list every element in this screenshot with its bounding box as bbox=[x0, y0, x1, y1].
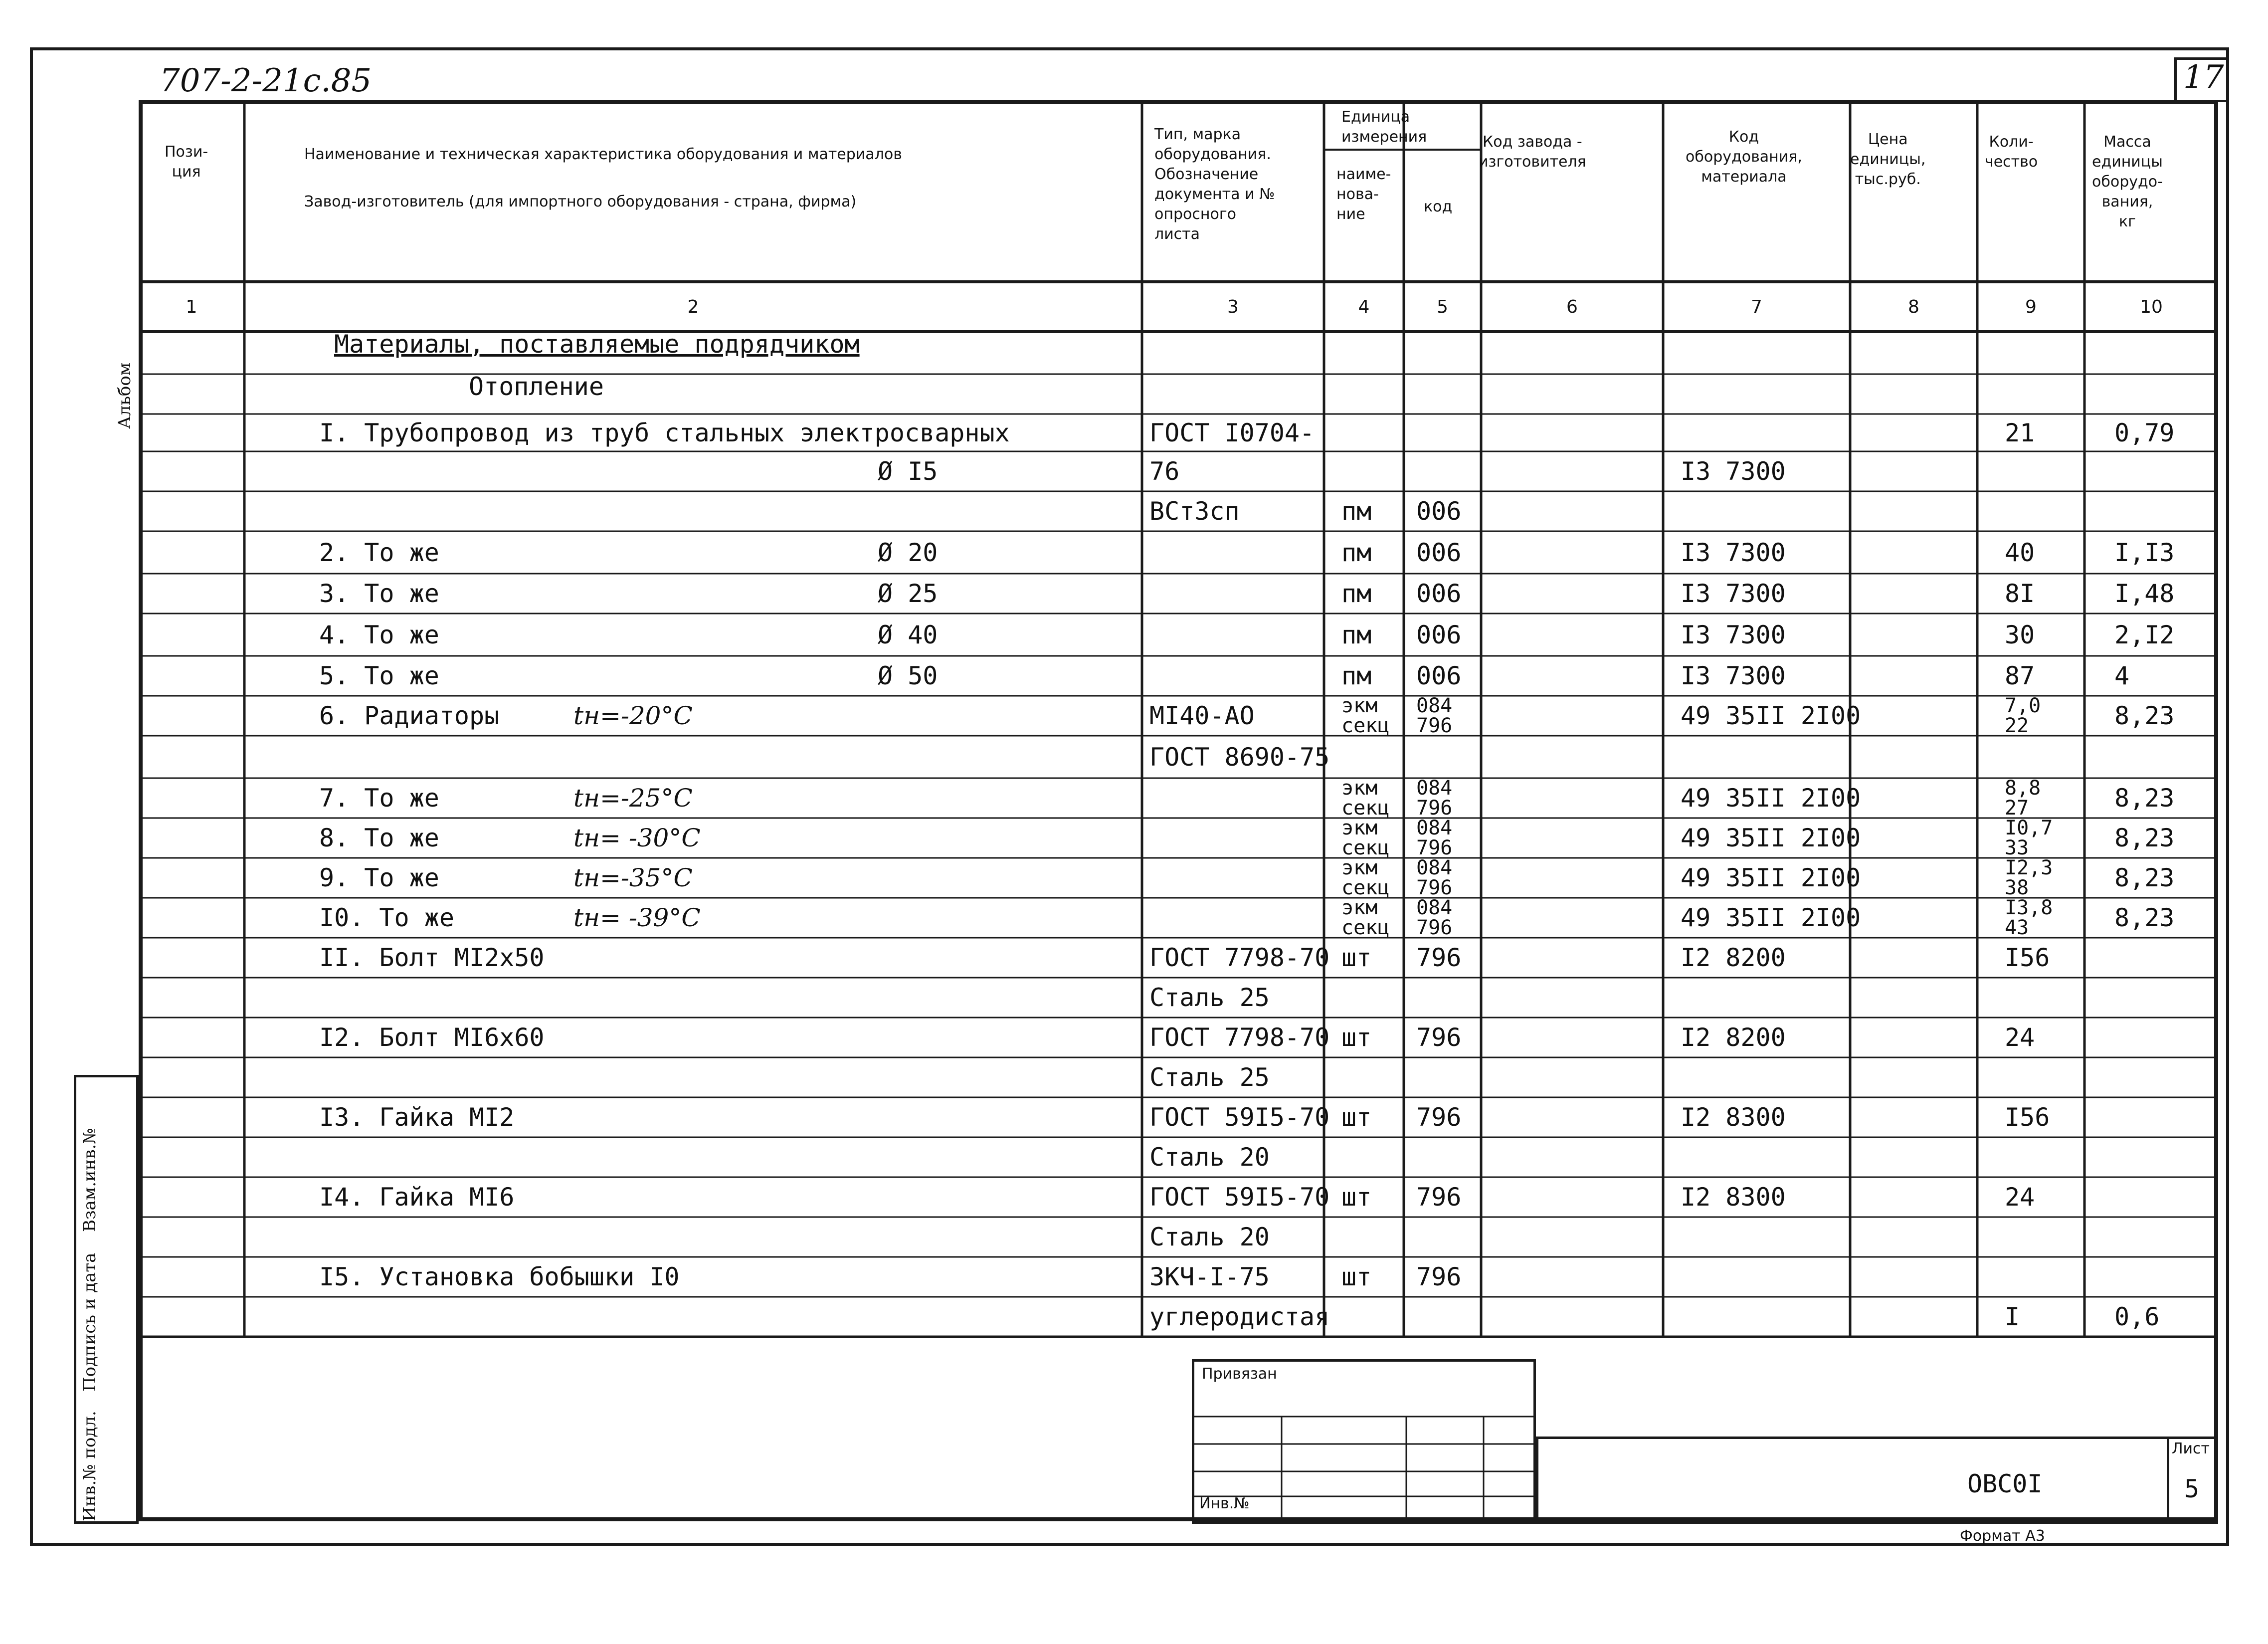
row-type: ГОСТ 7798-70 bbox=[1149, 1023, 1330, 1052]
row-name: I4. Гайка МI6 bbox=[319, 1183, 515, 1212]
header-plant-code: Код завода - изготовителя bbox=[1479, 133, 1586, 171]
row-temperature: tн=-35°C bbox=[573, 863, 693, 892]
header-unit-code: код bbox=[1424, 198, 1453, 215]
row-unit-code: 796 bbox=[1416, 943, 1462, 972]
margin-field-signature: Подпись и дата bbox=[80, 1252, 100, 1392]
row-quantity: I bbox=[2005, 1302, 2020, 1331]
margin-field-inventory: Инв.№ подл. bbox=[80, 1411, 100, 1521]
row-unit-code: 796 bbox=[1416, 1103, 1462, 1132]
format-note: Формат А3 bbox=[1960, 1527, 2045, 1545]
row-material-code: I2 8200 bbox=[1681, 1023, 1786, 1052]
column-number: 5 bbox=[1437, 297, 1448, 317]
row-unit-code: 796 bbox=[1416, 1023, 1462, 1052]
row-temperature: tн= -39°C bbox=[573, 903, 701, 932]
row-mass: 8,23 bbox=[2114, 903, 2175, 932]
row-unit-code: 084 796 bbox=[1416, 896, 1453, 939]
row-type: МI40-АО bbox=[1149, 701, 1255, 730]
subsection-title: Отопление bbox=[469, 372, 604, 401]
row-mass: I,I3 bbox=[2114, 538, 2175, 567]
row-material-code: 49 35II 2I00 bbox=[1681, 823, 1861, 852]
row-material-code: 49 35II 2I00 bbox=[1681, 863, 1861, 892]
row-material-code: I3 7300 bbox=[1681, 579, 1786, 608]
stamp-sheet-number: 5 bbox=[2184, 1474, 2200, 1503]
row-name: I. Трубопровод из труб стальных электросварных bbox=[319, 418, 1010, 447]
header-mass: Масса единицы оборудо- вания, кг bbox=[2092, 133, 2163, 230]
header-type: Тип, марка оборудования. Обозначение документа и № опросного листа bbox=[1154, 126, 1275, 243]
row-name: 8. То же bbox=[319, 823, 439, 852]
column-number: 1 bbox=[186, 297, 197, 317]
row-unit-name: пм bbox=[1341, 538, 1372, 567]
row-type: Сталь 25 bbox=[1149, 983, 1270, 1012]
row-type: ГОСТ 8690-75 bbox=[1149, 742, 1330, 772]
row-diameter: Ø 40 bbox=[878, 620, 938, 649]
row-type: ГОСТ 59I5-70 bbox=[1149, 1103, 1330, 1132]
row-diameter: Ø 50 bbox=[878, 661, 938, 690]
row-name: 2. То же bbox=[319, 538, 439, 567]
row-unit-code: 796 bbox=[1416, 1262, 1462, 1291]
row-temperature: tн= -30°C bbox=[573, 823, 701, 852]
row-material-code: 49 35II 2I00 bbox=[1681, 784, 1861, 813]
row-quantity: 30 bbox=[2005, 620, 2035, 649]
row-mass: 0,79 bbox=[2114, 418, 2175, 447]
row-material-code: 49 35II 2I00 bbox=[1681, 903, 1861, 932]
row-unit-name: шт bbox=[1341, 943, 1372, 972]
row-name: I3. Гайка МI2 bbox=[319, 1103, 515, 1132]
row-unit-code: 006 bbox=[1416, 538, 1462, 567]
row-type: ГОСТ 59I5-70 bbox=[1149, 1183, 1330, 1212]
row-material-code: 49 35II 2I00 bbox=[1681, 701, 1861, 730]
row-unit-code: 084 796 bbox=[1416, 817, 1453, 859]
row-name: 7. То же bbox=[319, 784, 439, 813]
row-material-code: I3 7300 bbox=[1681, 661, 1786, 690]
row-quantity: I3,8 43 bbox=[2005, 896, 2053, 939]
row-name: 3. То же bbox=[319, 579, 439, 608]
row-quantity: 24 bbox=[2005, 1183, 2035, 1212]
row-mass: 8,23 bbox=[2114, 701, 2175, 730]
row-mass: 8,23 bbox=[2114, 863, 2175, 892]
row-name: 4. То же bbox=[319, 620, 439, 649]
row-quantity: I2,3 38 bbox=[2005, 856, 2053, 899]
row-type: углеродистая bbox=[1149, 1302, 1330, 1331]
row-type: ЗКЧ-I-75 bbox=[1149, 1262, 1270, 1291]
row-material-code: I3 7300 bbox=[1681, 538, 1786, 567]
row-quantity: 24 bbox=[2005, 1023, 2035, 1052]
row-material-code: I2 8200 bbox=[1681, 943, 1786, 972]
column-number: 4 bbox=[1358, 297, 1370, 317]
header-position: Пози- ция bbox=[165, 143, 208, 181]
row-unit-code: 796 bbox=[1416, 1183, 1462, 1212]
row-name: 5. То же bbox=[319, 661, 439, 690]
section-title: Материалы, поставляемые подрядчиком bbox=[334, 330, 860, 359]
row-unit-name: шт bbox=[1341, 1023, 1372, 1052]
row-unit-code: 084 796 bbox=[1416, 777, 1453, 820]
row-quantity: 8,8 27 bbox=[2005, 777, 2041, 820]
header-quantity: Коли- чество bbox=[1985, 133, 2038, 171]
row-unit-name: пм bbox=[1341, 661, 1372, 690]
row-quantity: I56 bbox=[2005, 1103, 2050, 1132]
row-mass: 2,I2 bbox=[2114, 620, 2175, 649]
row-unit-code: 084 796 bbox=[1416, 694, 1453, 737]
stamp-inv-label: Инв.№ bbox=[1199, 1495, 1250, 1512]
row-unit-code: 006 bbox=[1416, 497, 1462, 526]
row-mass: I,48 bbox=[2114, 579, 2175, 608]
row-unit-name: пм bbox=[1341, 579, 1372, 608]
column-number: 2 bbox=[687, 297, 699, 317]
row-type: Сталь 20 bbox=[1149, 1223, 1270, 1251]
column-number: 7 bbox=[1751, 297, 1762, 317]
stamp-main-box bbox=[1536, 1437, 2218, 1524]
row-name: I5. Установка бобышки I0 bbox=[319, 1262, 680, 1291]
row-unit-name: пм bbox=[1341, 620, 1372, 649]
row-unit-name: экм секц bbox=[1341, 817, 1390, 859]
column-number: 9 bbox=[2025, 297, 2037, 317]
row-unit-name: шт bbox=[1341, 1262, 1372, 1291]
row-type: ВСтЗсп bbox=[1149, 497, 1240, 526]
row-unit-name: шт bbox=[1341, 1103, 1372, 1132]
row-type: Сталь 25 bbox=[1149, 1063, 1270, 1092]
row-material-code: I3 7300 bbox=[1681, 620, 1786, 649]
header-price: Цена единицы, тыс.руб. bbox=[1850, 131, 1926, 188]
row-name: 6. Радиаторы bbox=[319, 701, 500, 730]
column-number: 6 bbox=[1566, 297, 1578, 317]
column-number: 10 bbox=[2140, 297, 2163, 317]
stamp-bound-label: Привязан bbox=[1202, 1365, 1277, 1383]
row-unit-name: шт bbox=[1341, 1183, 1372, 1212]
row-quantity: 7,0 22 bbox=[2005, 694, 2041, 737]
row-diameter: Ø 25 bbox=[878, 579, 938, 608]
row-mass: 0,6 bbox=[2114, 1302, 2160, 1331]
row-unit-code: 006 bbox=[1416, 620, 1462, 649]
row-unit-code: 084 796 bbox=[1416, 856, 1453, 899]
row-material-code: I2 8300 bbox=[1681, 1103, 1786, 1132]
row-name: I0. То же bbox=[319, 903, 454, 932]
row-mass: 8,23 bbox=[2114, 823, 2175, 852]
row-material-code: I3 7300 bbox=[1681, 457, 1786, 486]
row-name: 9. То же bbox=[319, 863, 439, 892]
column-number: 3 bbox=[1227, 297, 1239, 317]
row-temperature: tн=-25°C bbox=[573, 784, 693, 813]
row-unit-code: 006 bbox=[1416, 661, 1462, 690]
margin-field-replaced: Взам.инв.№ bbox=[80, 1128, 100, 1232]
album-label: Альбом bbox=[115, 362, 135, 429]
row-mass: 4 bbox=[2114, 661, 2130, 690]
row-type: 76 bbox=[1149, 457, 1180, 486]
row-mass: 8,23 bbox=[2114, 784, 2175, 813]
row-name: II. Болт МI2х50 bbox=[319, 943, 545, 972]
row-diameter: Ø I5 bbox=[878, 457, 938, 486]
row-type: ГОСТ 7798-70 bbox=[1149, 943, 1330, 972]
column-number: 8 bbox=[1908, 297, 1919, 317]
corner-number: 17 bbox=[2183, 59, 2224, 96]
row-type: ГОСТ I0704- bbox=[1149, 418, 1315, 447]
row-unit-name: экм секц bbox=[1341, 694, 1390, 737]
header-material-code: Код оборудования, материала bbox=[1686, 128, 1802, 186]
header-name-line2: Завод-изготовитель (для импортного оборудования - страна, фирма) bbox=[304, 193, 857, 210]
row-quantity: I56 bbox=[2005, 943, 2050, 972]
header-unit-name: наиме- нова- ние bbox=[1336, 166, 1391, 223]
row-quantity: I0,7 33 bbox=[2005, 817, 2053, 859]
row-material-code: I2 8300 bbox=[1681, 1183, 1786, 1212]
stamp-doc-code: ОВС0I bbox=[1967, 1469, 2043, 1498]
row-temperature: tн=-20°C bbox=[573, 701, 693, 730]
row-unit-name: экм секц bbox=[1341, 856, 1390, 899]
row-quantity: 8I bbox=[2005, 579, 2035, 608]
row-unit-code: 006 bbox=[1416, 579, 1462, 608]
row-unit-name: экм секц bbox=[1341, 777, 1390, 820]
row-quantity: 40 bbox=[2005, 538, 2035, 567]
stamp-sheet-label: Лист bbox=[2172, 1440, 2210, 1457]
row-diameter: Ø 20 bbox=[878, 538, 938, 567]
row-unit-name: пм bbox=[1341, 497, 1372, 526]
row-type: Сталь 20 bbox=[1149, 1143, 1270, 1172]
row-quantity: 87 bbox=[2005, 661, 2035, 690]
header-name-line1: Наименование и техническая характеристика оборудования и материалов bbox=[304, 146, 902, 163]
header-unit-group: Единица измерения bbox=[1341, 108, 1427, 146]
row-quantity: 21 bbox=[2005, 418, 2035, 447]
row-name: I2. Болт МI6х60 bbox=[319, 1023, 545, 1052]
document-reference: 707-2-21c.85 bbox=[160, 62, 372, 99]
row-unit-name: экм секц bbox=[1341, 896, 1390, 939]
